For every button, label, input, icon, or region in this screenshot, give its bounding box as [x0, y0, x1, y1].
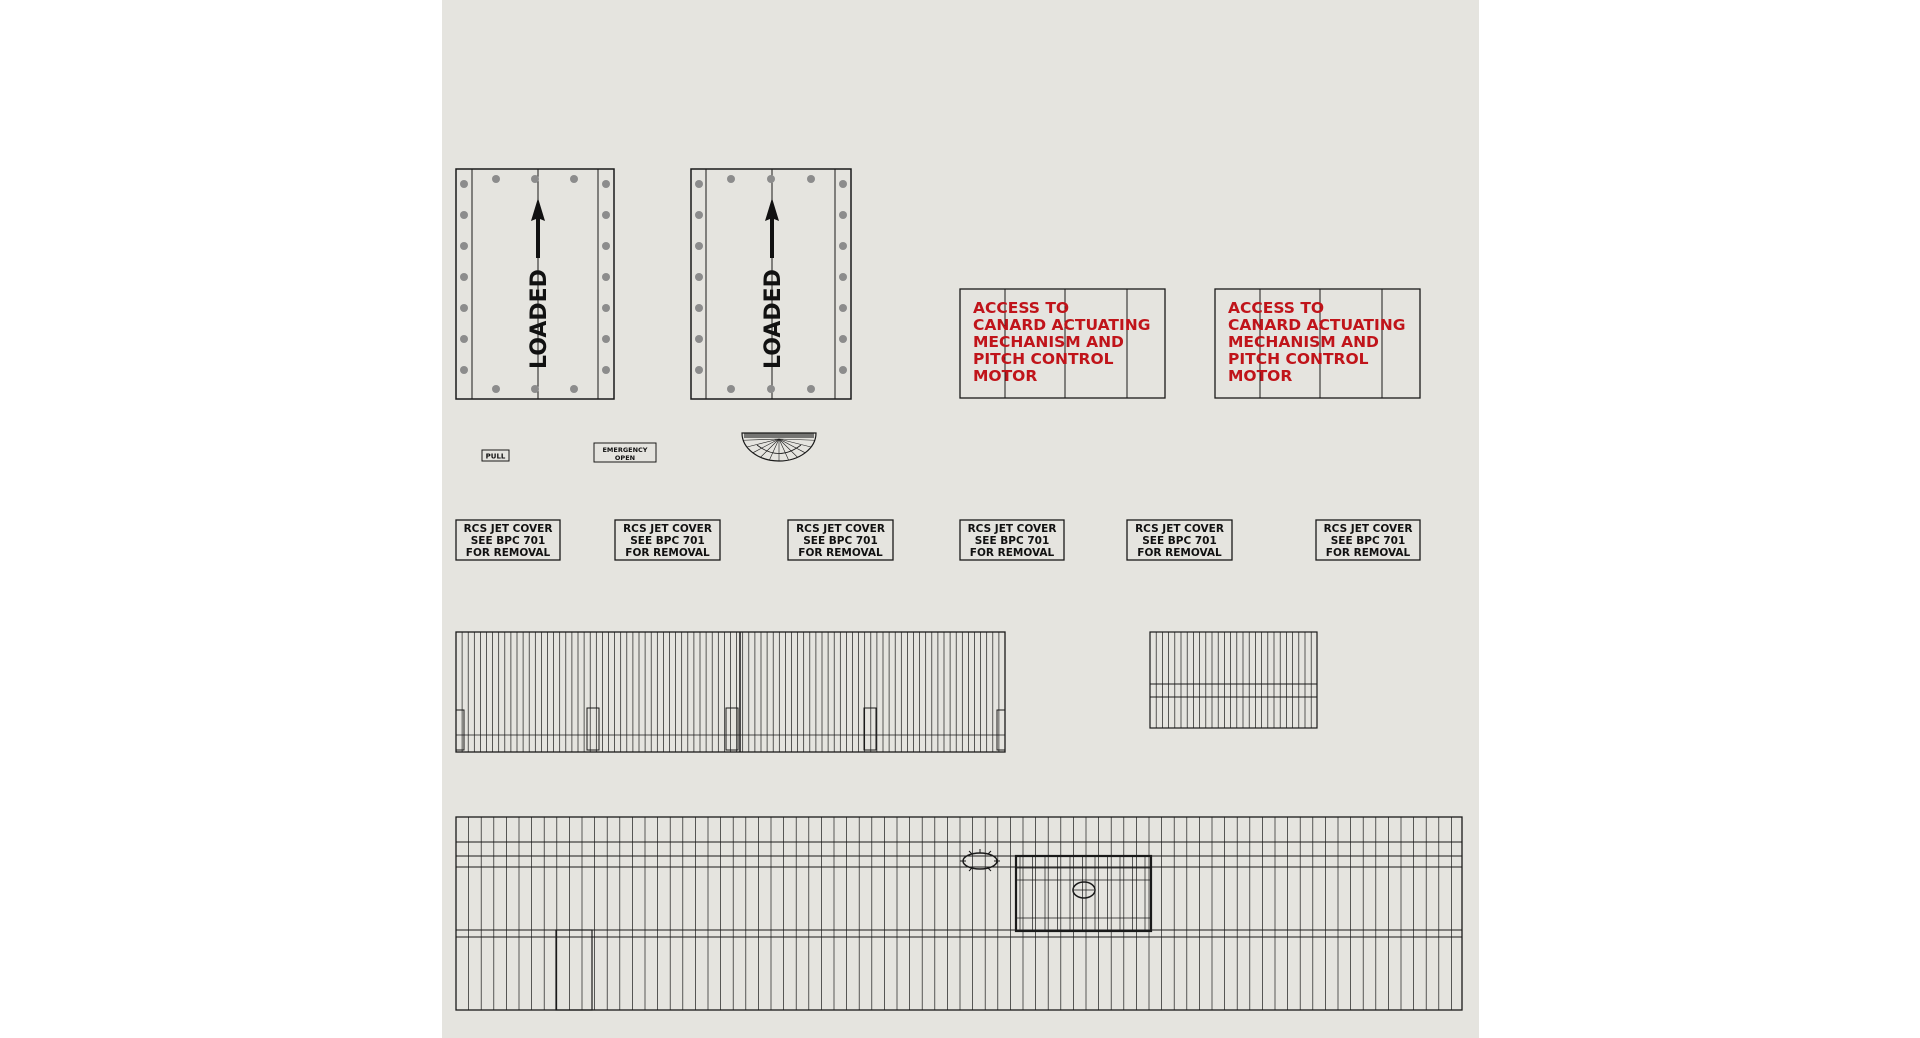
- rivet-icon: [460, 242, 468, 250]
- rcs-line: SEE BPC 701: [470, 535, 546, 547]
- rivet-icon: [767, 175, 775, 183]
- loaded-label: LOADED: [527, 269, 552, 369]
- rivet-icon: [460, 304, 468, 312]
- rcs-line: FOR REMOVAL: [465, 547, 551, 559]
- access-line: ACCESS TO: [1228, 299, 1325, 317]
- rcs-line: FOR REMOVAL: [798, 547, 883, 559]
- access-panel-1: [960, 289, 1165, 398]
- small-grid-lines: [1150, 632, 1311, 728]
- rivet-icon: [492, 385, 500, 393]
- rivet-icon: [695, 335, 703, 343]
- rcs-cover-5: [1127, 520, 1232, 560]
- rcs-line: SEE BPC 701: [1330, 535, 1406, 547]
- loaded-panel-2: [691, 169, 851, 399]
- emergency-label: EMERGENCY: [602, 446, 648, 454]
- rivet-icon: [727, 385, 735, 393]
- rivet-icon: [839, 273, 847, 281]
- rcs-line: RCS JET COVER: [1135, 523, 1224, 535]
- rivet-icon: [807, 385, 815, 393]
- rivet-icon: [531, 385, 539, 393]
- rivet-icon: [727, 175, 735, 183]
- rcs-cover-2: [615, 520, 720, 560]
- rivet-icon: [460, 180, 468, 188]
- loaded-panel-1: [456, 169, 614, 399]
- small-grid-panel: [1150, 632, 1317, 728]
- rivet-icon: [695, 180, 703, 188]
- bottom-hull-panel: [456, 817, 1462, 1010]
- access-door-cutout: [556, 930, 592, 1010]
- rivet-icon: [602, 242, 610, 250]
- rcs-cover-4: [960, 520, 1064, 560]
- rivet-icon: [460, 211, 468, 219]
- rivet-icon: [570, 385, 578, 393]
- rcs-cover-6: [1316, 520, 1420, 560]
- rcs-cover-3: [788, 520, 893, 560]
- open-label: OPEN: [614, 454, 636, 462]
- rivet-icon: [839, 304, 847, 312]
- rivet-icon: [602, 304, 610, 312]
- rivet-icon: [839, 211, 847, 219]
- rcs-line: SEE BPC 701: [630, 535, 705, 547]
- access-line: PITCH CONTROL: [1228, 350, 1369, 368]
- rivet-icon: [695, 242, 703, 250]
- access-line: MOTOR: [1228, 367, 1293, 385]
- rivet-icon: [460, 273, 468, 281]
- rcs-line: FOR REMOVAL: [969, 547, 1055, 559]
- rivet-icon: [602, 273, 610, 281]
- bottom-hull-lines: [456, 817, 1451, 1010]
- rivet-icon: [460, 335, 468, 343]
- rcs-line: RCS JET COVER: [796, 523, 885, 535]
- rivet-icon: [602, 211, 610, 219]
- rcs-line: RCS JET COVER: [463, 523, 553, 535]
- access-line: CANARD ACTUATING: [1228, 316, 1406, 334]
- rivet-icon: [531, 175, 539, 183]
- rivet-icon: [602, 366, 610, 374]
- rcs-line: SEE BPC 701: [974, 535, 1050, 547]
- rcs-line: FOR REMOVAL: [1325, 547, 1411, 559]
- rcs-line: RCS JET COVER: [967, 523, 1057, 535]
- rcs-line: FOR REMOVAL: [1137, 547, 1222, 559]
- dial-header-text: [744, 433, 814, 438]
- rivet-icon: [492, 175, 500, 183]
- loaded-label: LOADED: [761, 269, 786, 369]
- rivet-icon: [839, 242, 847, 250]
- emergency-open-placard: [594, 443, 656, 462]
- rivet-icon: [839, 335, 847, 343]
- texture-artwork: [442, 0, 1479, 1038]
- dial-ticks: [743, 439, 814, 461]
- hull-strip-panel: [456, 632, 1005, 752]
- access-line: MECHANISM AND: [973, 333, 1124, 351]
- rivet-icon: [839, 180, 847, 188]
- rivet-icon: [602, 335, 610, 343]
- porthole-icon: [960, 849, 1000, 871]
- rivet-icon: [767, 385, 775, 393]
- rcs-line: RCS JET COVER: [1323, 523, 1413, 535]
- rivet-icon: [695, 273, 703, 281]
- up-arrow-icon: [765, 198, 779, 258]
- hull-strip-lines: [456, 632, 999, 752]
- up-arrow-icon: [531, 198, 545, 258]
- access-line: MOTOR: [973, 367, 1038, 385]
- rivet-icon: [807, 175, 815, 183]
- rcs-line: RCS JET COVER: [623, 523, 712, 535]
- half-dial-placard: [742, 433, 816, 461]
- access-line: MECHANISM AND: [1228, 333, 1379, 351]
- rivet-icon: [460, 366, 468, 374]
- access-line: ACCESS TO: [973, 299, 1070, 317]
- rivet-icon: [695, 304, 703, 312]
- rivet-icon: [570, 175, 578, 183]
- rcs-line: SEE BPC 701: [803, 535, 878, 547]
- texture-sheet: [442, 0, 1479, 1038]
- rivet-icon: [602, 180, 610, 188]
- rcs-line: FOR REMOVAL: [625, 547, 710, 559]
- pull-placard: [482, 450, 509, 461]
- rivet-icon: [695, 366, 703, 374]
- access-panel-2: [1215, 289, 1420, 398]
- access-line: PITCH CONTROL: [973, 350, 1114, 368]
- pull-label: PULL: [485, 452, 506, 461]
- access-line: CANARD ACTUATING: [973, 316, 1151, 334]
- rcs-line: SEE BPC 701: [1142, 535, 1217, 547]
- vent-icon: [1073, 882, 1095, 898]
- rivet-icon: [839, 366, 847, 374]
- rcs-cover-1: [456, 520, 560, 560]
- rivet-icon: [695, 211, 703, 219]
